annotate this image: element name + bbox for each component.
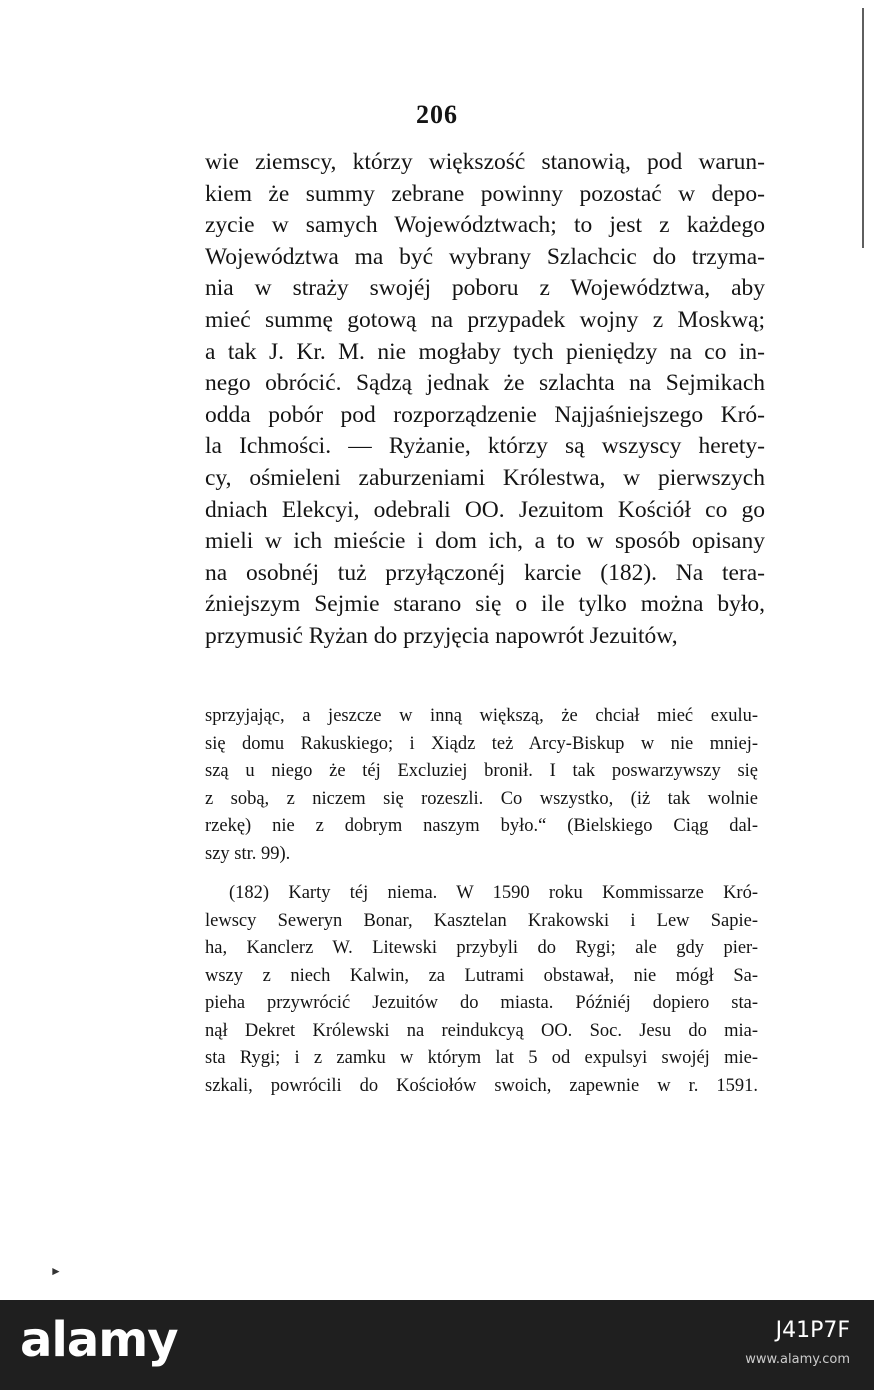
main-text-line: zycie w samych Województwach; to jest z każdego (205, 212, 765, 239)
footnote-line: się domu Rakuskiego; i Xiądz też Arcy-Biskup w nie mniej- (205, 733, 758, 754)
footnote-line: pieha przywrócić Jezuitów do miasta. Późniéj dopiero sta- (205, 993, 758, 1013)
main-text-line: Województwa ma być wybrany Szlachcic do trzyma- (205, 243, 765, 270)
footnote-line: nął Dekret Królewski na reindukcyą OO. Soc. Jesu do mia- (205, 1020, 758, 1041)
main-text-line: kiem że summy zebrane powinny pozostać w depo- (205, 180, 765, 207)
main-text-line: cy, ośmieleni zaburzeniami Królestwa, w pierwszych (205, 464, 765, 491)
main-text-line: przymusić Ryżan do przyjęcia napowrót Jezuitów, (205, 622, 678, 649)
footnote-line: ha, Kanclerz W. Litewski przybyli do Rygi; ale gdy pier- (205, 938, 758, 958)
main-text-line: nia w straży swojéj poboru z Województwa, aby (205, 275, 765, 302)
main-text-line: odda pobór pod rozporządzenie Najjaśniejszego Kró- (205, 401, 765, 428)
alamy-logo: alamy (20, 1312, 178, 1368)
footnote-line: z sobą, z niczem się rozeszli. Co wszystko, (iż tak wolnie (205, 788, 758, 809)
footnote-line: sprzyjając, a jeszcze w inną większą, że chciał mieć exulu- (205, 706, 758, 726)
watermark-url: www.alamy.com (745, 1352, 850, 1367)
footnote-line: (182) Karty téj niema. W 1590 roku Kommissarze Kró- (229, 883, 758, 903)
main-text-line: la Ichmości. — Ryżanie, którzy są wszyscy herety- (205, 433, 765, 460)
main-text-block (205, 147, 765, 653)
footnotes-block (205, 703, 758, 1100)
image-id: J41P7F (775, 1318, 850, 1343)
footnote-line: szkali, powrócili do Kościołów swoich, zapewnie w r. 1591. (205, 1075, 758, 1096)
footnote-line: lewscy Seweryn Bonar, Kasztelan Krakowski i Lew Sapie- (205, 910, 758, 931)
main-text-line: dniach Elekcyi, odebrali OO. Jezuitom Kościół co go (205, 496, 765, 523)
footnote-line: sta Rygi; i z zamku w którym lat 5 od expulsyi swojéj mie- (205, 1048, 758, 1068)
scan-mark-icon: ► (50, 1264, 62, 1278)
footnote-line: wszy z niech Kalwin, za Lutrami obstawał, nie mógł Sa- (205, 965, 758, 986)
main-text-line: mieli w ich mieście i dom ich, a to w sposób opisany (205, 528, 765, 555)
main-text-line: na osobnéj tuż przyłączonéj karcie (182). Na tera- (205, 559, 765, 586)
footnote-gap (205, 868, 758, 880)
main-text-line: a tak J. Kr. M. nie mogłaby tych pieniędzy na co in- (205, 338, 765, 365)
footnote-line: szy str. 99). (205, 843, 291, 864)
footnote-182 (205, 880, 758, 1100)
footnote-line: rzekę) nie z dobrym naszym było.“ (Bielskiego Ciąg dal- (205, 816, 758, 836)
main-text-line: nego obrócić. Sądzą jednak że szlachta na Sejmikach (205, 370, 765, 397)
main-text-line: mieć summę gotową na przypadek wojny z Moskwą; (205, 306, 765, 333)
page-number: 206 (416, 100, 458, 129)
footnote-continuation (205, 703, 758, 868)
main-text-line: wie ziemscy, którzy większość stanowią, pod warun- (205, 149, 765, 175)
footnote-line: szą u niego że téj Excluziej bronił. I tak poswarzywszy się (205, 761, 758, 781)
main-text-line: źniejszym Sejmie starano się o ile tylko można było, (205, 591, 765, 618)
